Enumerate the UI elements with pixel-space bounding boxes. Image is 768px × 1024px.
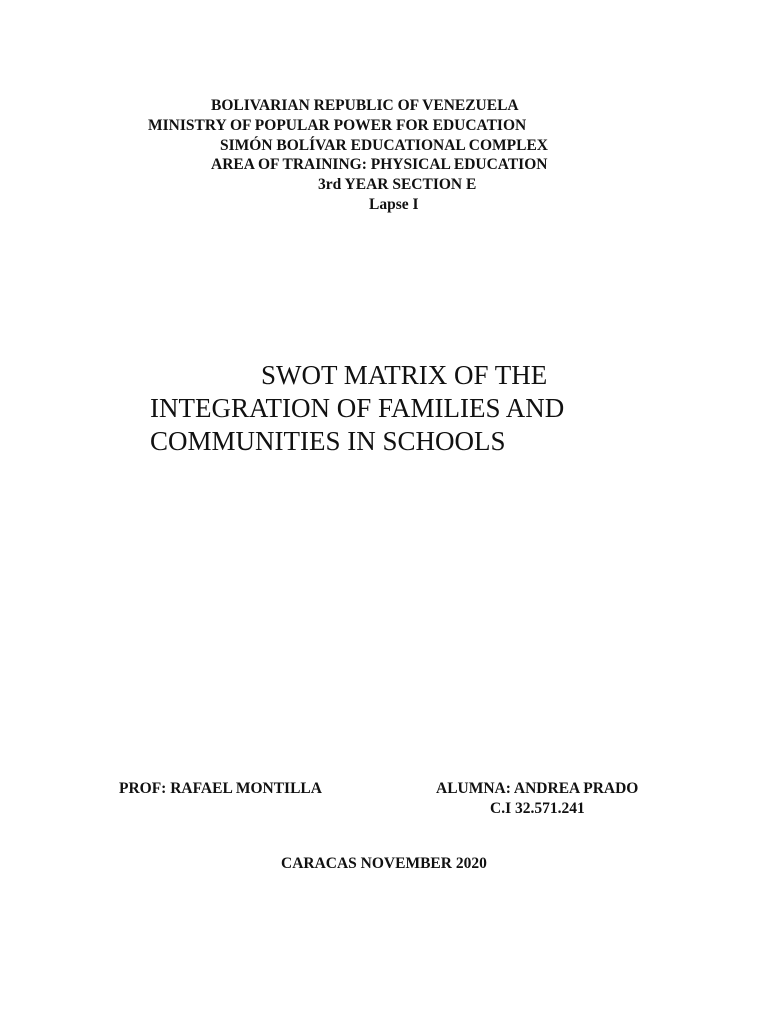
header-line-area: AREA OF TRAINING: PHYSICAL EDUCATION — [211, 156, 548, 173]
student-id: C.I 32.571.241 — [490, 800, 585, 817]
header-line-republic: BOLIVARIAN REPUBLIC OF VENEZUELA — [211, 97, 519, 114]
header-line-ministry: MINISTRY OF POPULAR POWER FOR EDUCATION — [148, 117, 527, 134]
place-date: CARACAS NOVEMBER 2020 — [281, 855, 487, 872]
title-line-3: COMMUNITIES IN SCHOOLS — [150, 426, 506, 456]
header-line-section: 3rd YEAR SECTION E — [318, 176, 477, 193]
header-line-complex: SIMÓN BOLÍVAR EDUCATIONAL COMPLEX — [220, 137, 548, 154]
professor-name: PROF: RAFAEL MONTILLA — [119, 780, 322, 797]
title-line-2: INTEGRATION OF FAMILIES AND — [150, 393, 565, 423]
header-line-lapse: Lapse I — [369, 196, 419, 213]
title-line-1: SWOT MATRIX OF THE — [261, 360, 548, 390]
student-name: ALUMNA: ANDREA PRADO — [436, 780, 639, 797]
